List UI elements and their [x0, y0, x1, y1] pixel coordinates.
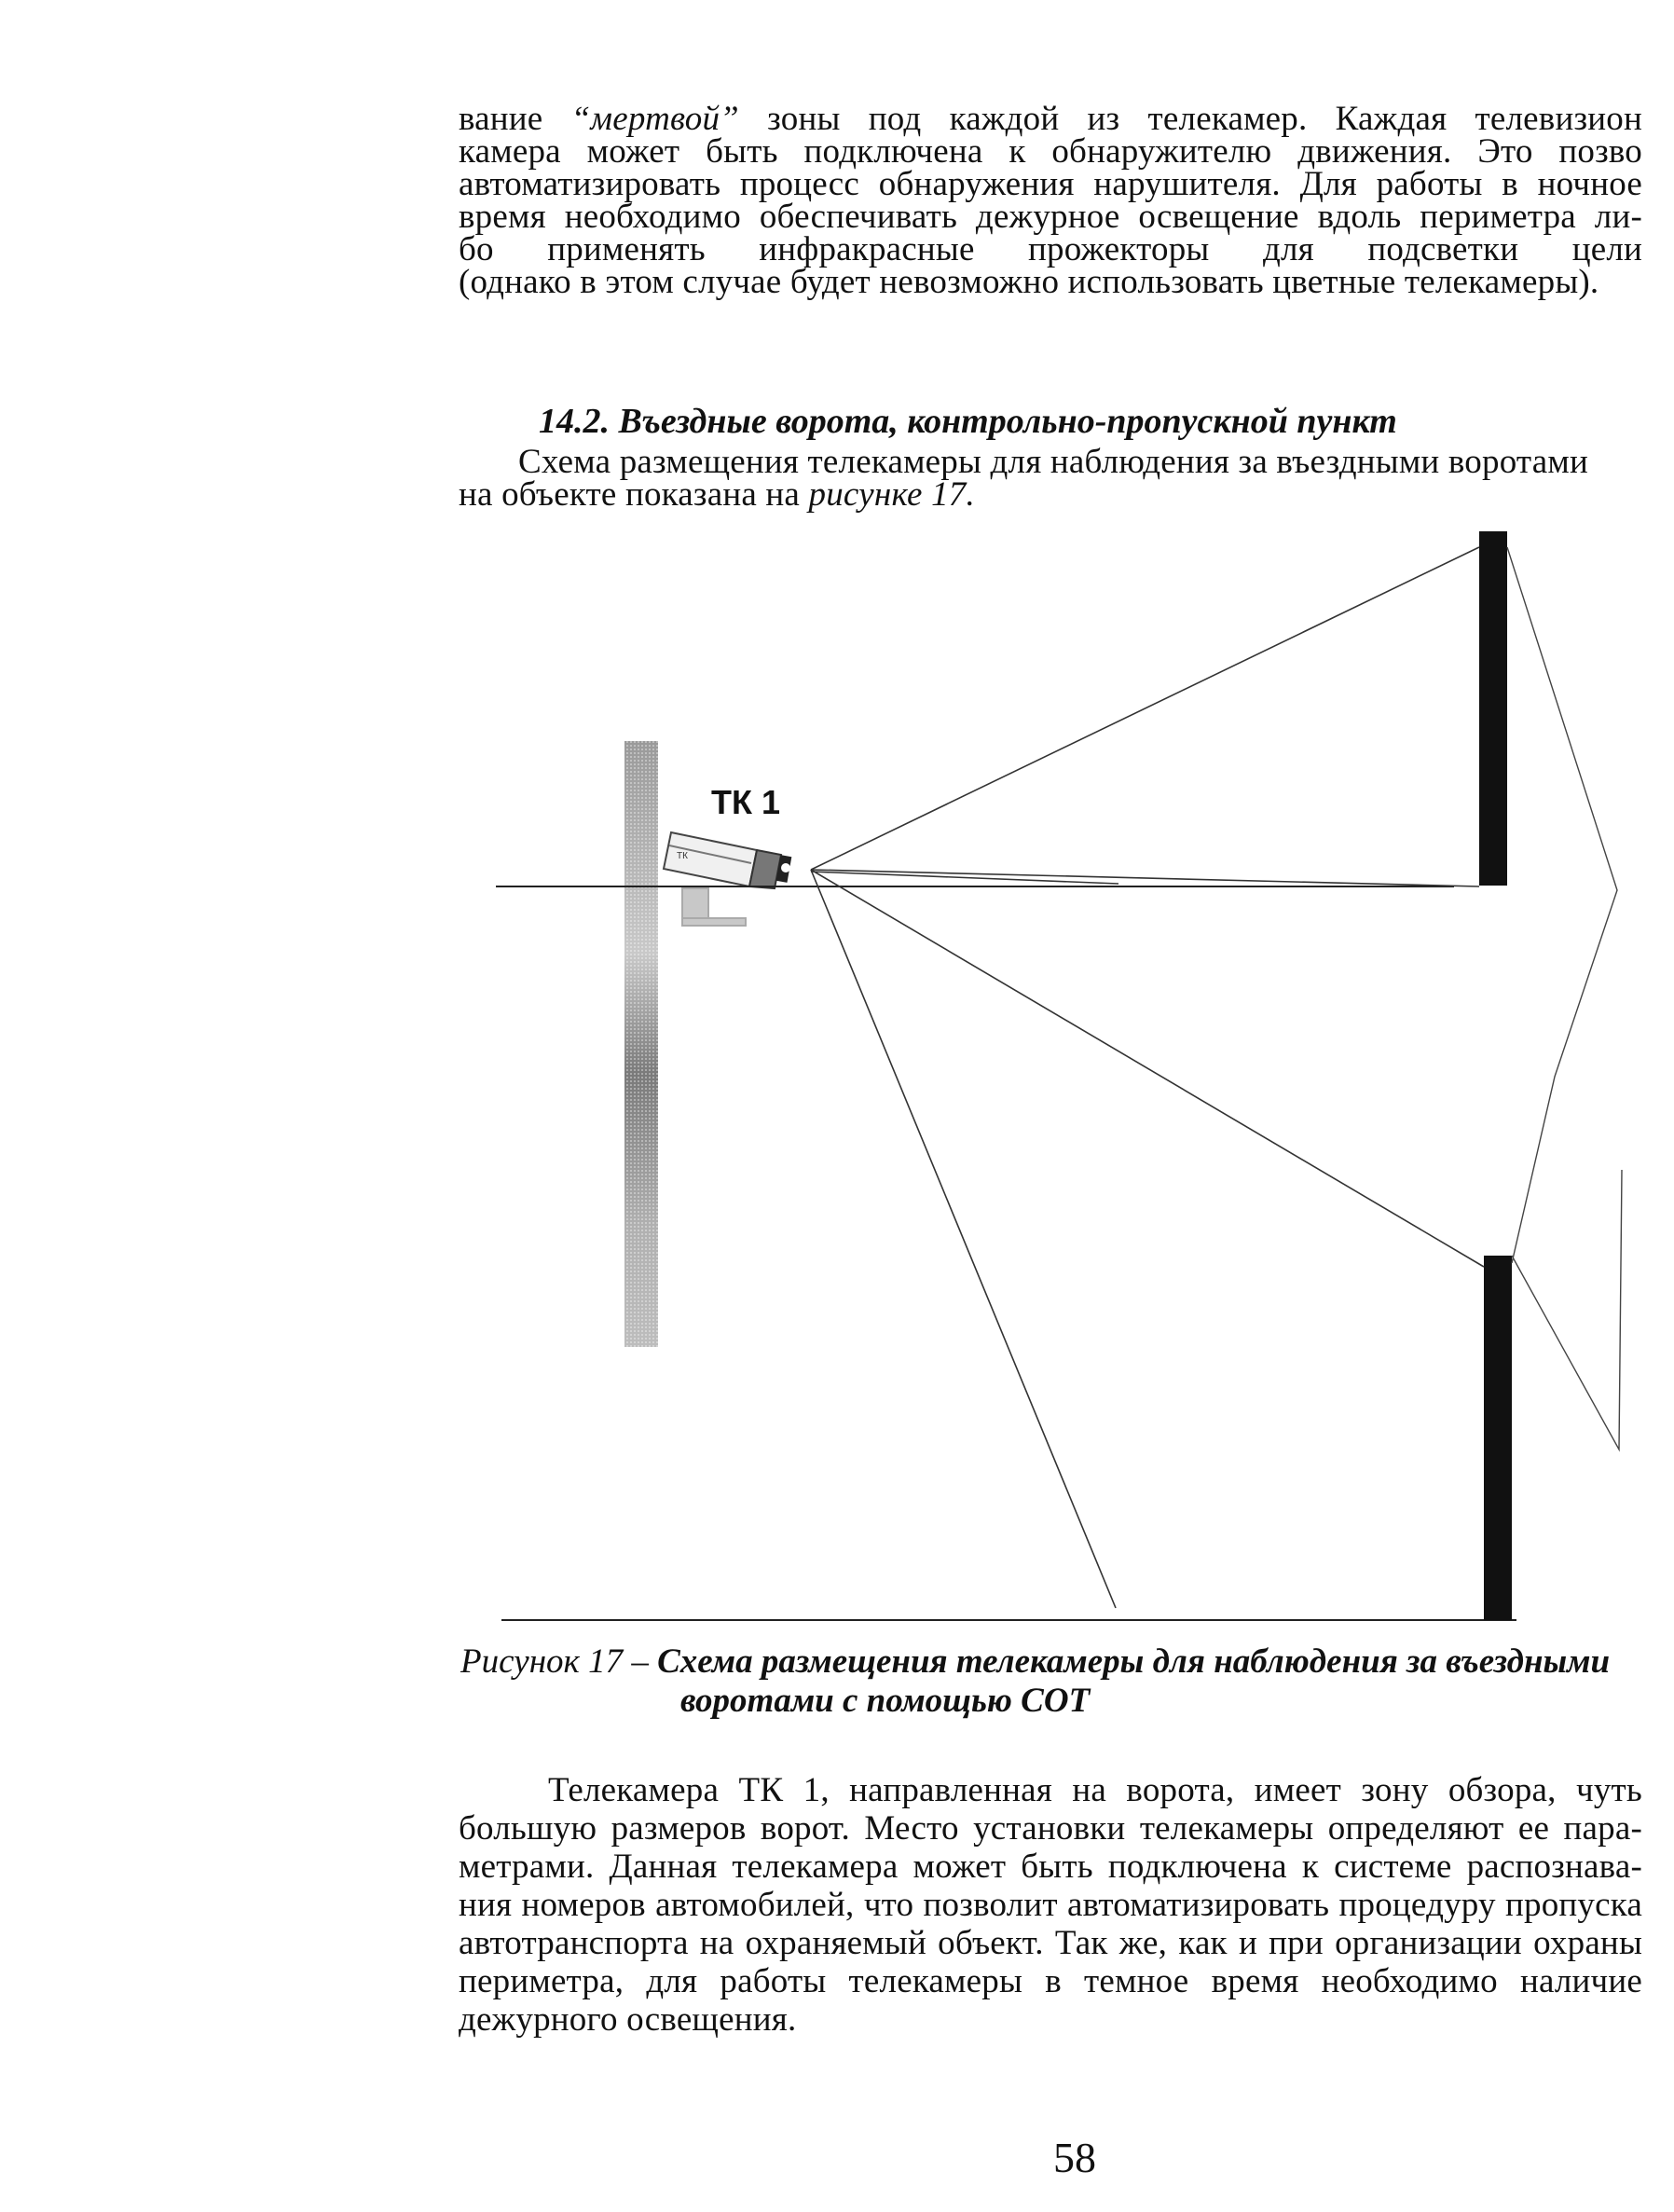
camera-mount [682, 888, 746, 926]
italic-term: “мертвой” [570, 100, 739, 138]
figure-caption [460, 1642, 1644, 1721]
figure-reference: рисунке 17. [808, 475, 975, 514]
camera-diagram [466, 517, 1640, 1636]
text-line: метрами. Данная телекамера может быть подключена к системе распознава- [459, 1848, 1642, 1886]
camera-tk1-icon [664, 832, 791, 888]
text-line: автотранспорта на охраняемый объект. Так же, как и при организации охраны [459, 1924, 1642, 1962]
text-line: автоматизировать процесс обнаружения нарушителя. Для работы в ночное [459, 165, 1642, 203]
text-line: время необходимо обеспечивать дежурное освещение вдоль периметра ли- [459, 198, 1642, 236]
figure-title-line1: Схема размещения телекамеры для наблюдения за въездными [657, 1642, 1611, 1681]
gate-swing-arcs [1507, 547, 1622, 1449]
text-line: камера может быть подключена к обнаружителю движения. Это позво [459, 132, 1642, 171]
text-line: периметра, для работы телекамеры в темное время необходимо наличие [459, 1962, 1642, 2000]
text-line: на объекте показана на рисунке 17. [459, 475, 975, 514]
page-number: 58 [1053, 2134, 1096, 2181]
paragraph-bottom [459, 1771, 1642, 2039]
camera-field-of-view [811, 547, 1484, 1608]
paragraph-top [459, 100, 1642, 301]
camera-label: ТК 1 [711, 783, 780, 821]
figure-17 [466, 517, 1640, 1636]
text-line: Схема размещения телекамеры для наблюдения за въездными воротами [518, 443, 1588, 481]
text-line: ния номеров автомобилей, что позволит автоматизировать процедуру пропуска [459, 1886, 1642, 1924]
figure-title-line2: воротами с помощью СОТ [680, 1682, 1091, 1720]
gate-post-bottom [1484, 1256, 1512, 1620]
wall-pole [624, 741, 658, 1347]
section-title: 14.2. Въездные ворота, контрольно-пропускной пункт [539, 402, 1397, 441]
text-line: Телекамера ТК 1, направленная на ворота, имеет зону обзора, чуть [548, 1771, 1642, 1809]
text-line: вание “мертвой” зоны под каждой из телекамер. Каждая телевизион [459, 100, 1642, 138]
text-line: бо применять инфракрасные прожекторы для подсветки цели [459, 230, 1642, 268]
gate-post-top [1479, 531, 1507, 886]
text-line: (однако в этом случае будет невозможно использовать цветные телекамеры). [459, 263, 1599, 301]
text-line: большую размеров ворот. Место установки телекамеры определяют ее пара- [459, 1809, 1642, 1848]
text-line: дежурного освещения. [459, 2000, 797, 2039]
figure-number: Рисунок 17 – [460, 1642, 658, 1681]
paragraph-intro [459, 443, 1642, 514]
svg-text:ТК: ТК [677, 851, 688, 861]
